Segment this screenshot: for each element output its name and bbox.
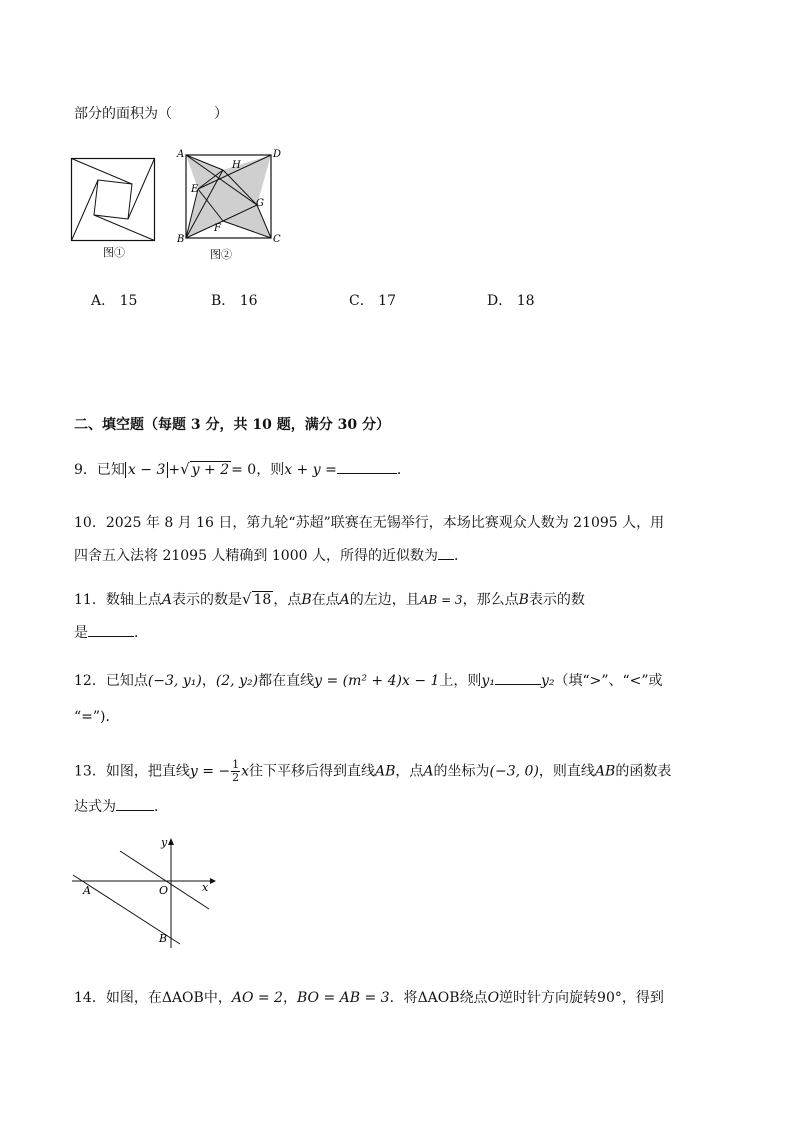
x-axis-arrow [210,878,216,884]
q9-abs-expr: x − 3 [125,462,168,478]
fig2-label-A: A [177,149,185,160]
fig1-caption: 图① [103,246,125,259]
q13-graph [70,836,220,951]
q8-stem-tail: 部分的面积为（ ） [74,106,228,122]
fig1-outer-square [72,159,155,241]
fig2-label-C: C [273,234,281,245]
fig1-line-2 [128,159,155,220]
q11-answer-blank[interactable] [88,622,134,637]
fig2-label-D: D [273,149,282,160]
fig2-label-B: B [177,234,185,245]
fig2-shaded-region [186,155,271,238]
option-c[interactable]: C． 17 [349,293,396,309]
fig2-label-H: H [232,160,241,171]
q9-sqrt-expr: y + 2 [191,462,230,478]
graph-label-x: x [202,881,209,894]
question-12-line-1: 12．已知点(−3, y₁)，(2, y₂)都在直线y = (m² + 4)x − 1上，则y₁ y₂（填“>”、“<”或 [74,670,663,690]
fig1-line-4 [72,180,99,241]
question-12-line-2: “=”)． [74,709,120,725]
fig1-inner-square [94,180,132,219]
option-a[interactable]: A． 15 [91,293,138,309]
question-10-line-1: 10．2025 年 8 月 16 日，第九轮“苏超”联赛在无锡举行，本场比赛观众人数为 21095 人，用 [74,515,665,531]
figure-2 [174,145,286,263]
fig2-caption: 图② [210,248,232,261]
question-11-line-1: 11．数轴上点A表示的数是√ 18 ，点B在点A的左边，且AB = 3，那么点B表示的数 [74,590,585,608]
q10-answer-blank[interactable] [438,545,454,560]
y-axis-arrow [168,838,174,845]
graph-label-B: B [159,932,168,945]
section-2-heading: 二、填空题（每题 3 分，共 10 题，满分 30 分） [74,417,390,433]
question-9: 9．已知 x − 3 +√ y + 2 = 0，则x + y = ． [74,460,411,478]
graph-label-O: O [159,884,169,897]
graph-label-y: y [161,836,168,849]
fig2-label-F: F [214,223,221,234]
question-13-line-1: 13．如图，把直线y = − $\frac{1}{2}$ x往下平移后得到直线AB，点A的坐标为(−3, 0)，则直线AB的函数表 [74,758,672,784]
q12-answer-blank[interactable] [495,670,541,685]
option-b[interactable]: B． 16 [211,293,258,309]
question-13-line-2: 达式为 ． [74,796,168,816]
q9-answer-blank[interactable] [337,459,397,474]
q13-fraction: $\frac{1}{2}$ [232,758,240,784]
question-14-line-1: 14．如图，在ΔAOB中，AO = 2，BO = AB = 3．将ΔAOB绕点O逆时针方向旋转90°，得到 [74,990,664,1006]
question-10-line-2: 四舍五入法将 21095 人精确到 1000 人，所得的近似数为 ． [74,545,468,565]
line-original [120,851,209,909]
figure-1 [70,155,160,260]
graph-label-A: A [83,884,91,897]
option-d[interactable]: D． 18 [487,293,535,309]
question-11-line-2: 是 ． [74,622,148,642]
fig2-label-G: G [256,198,264,209]
q13-answer-blank[interactable] [116,796,154,811]
fig2-label-E: E [191,184,199,195]
